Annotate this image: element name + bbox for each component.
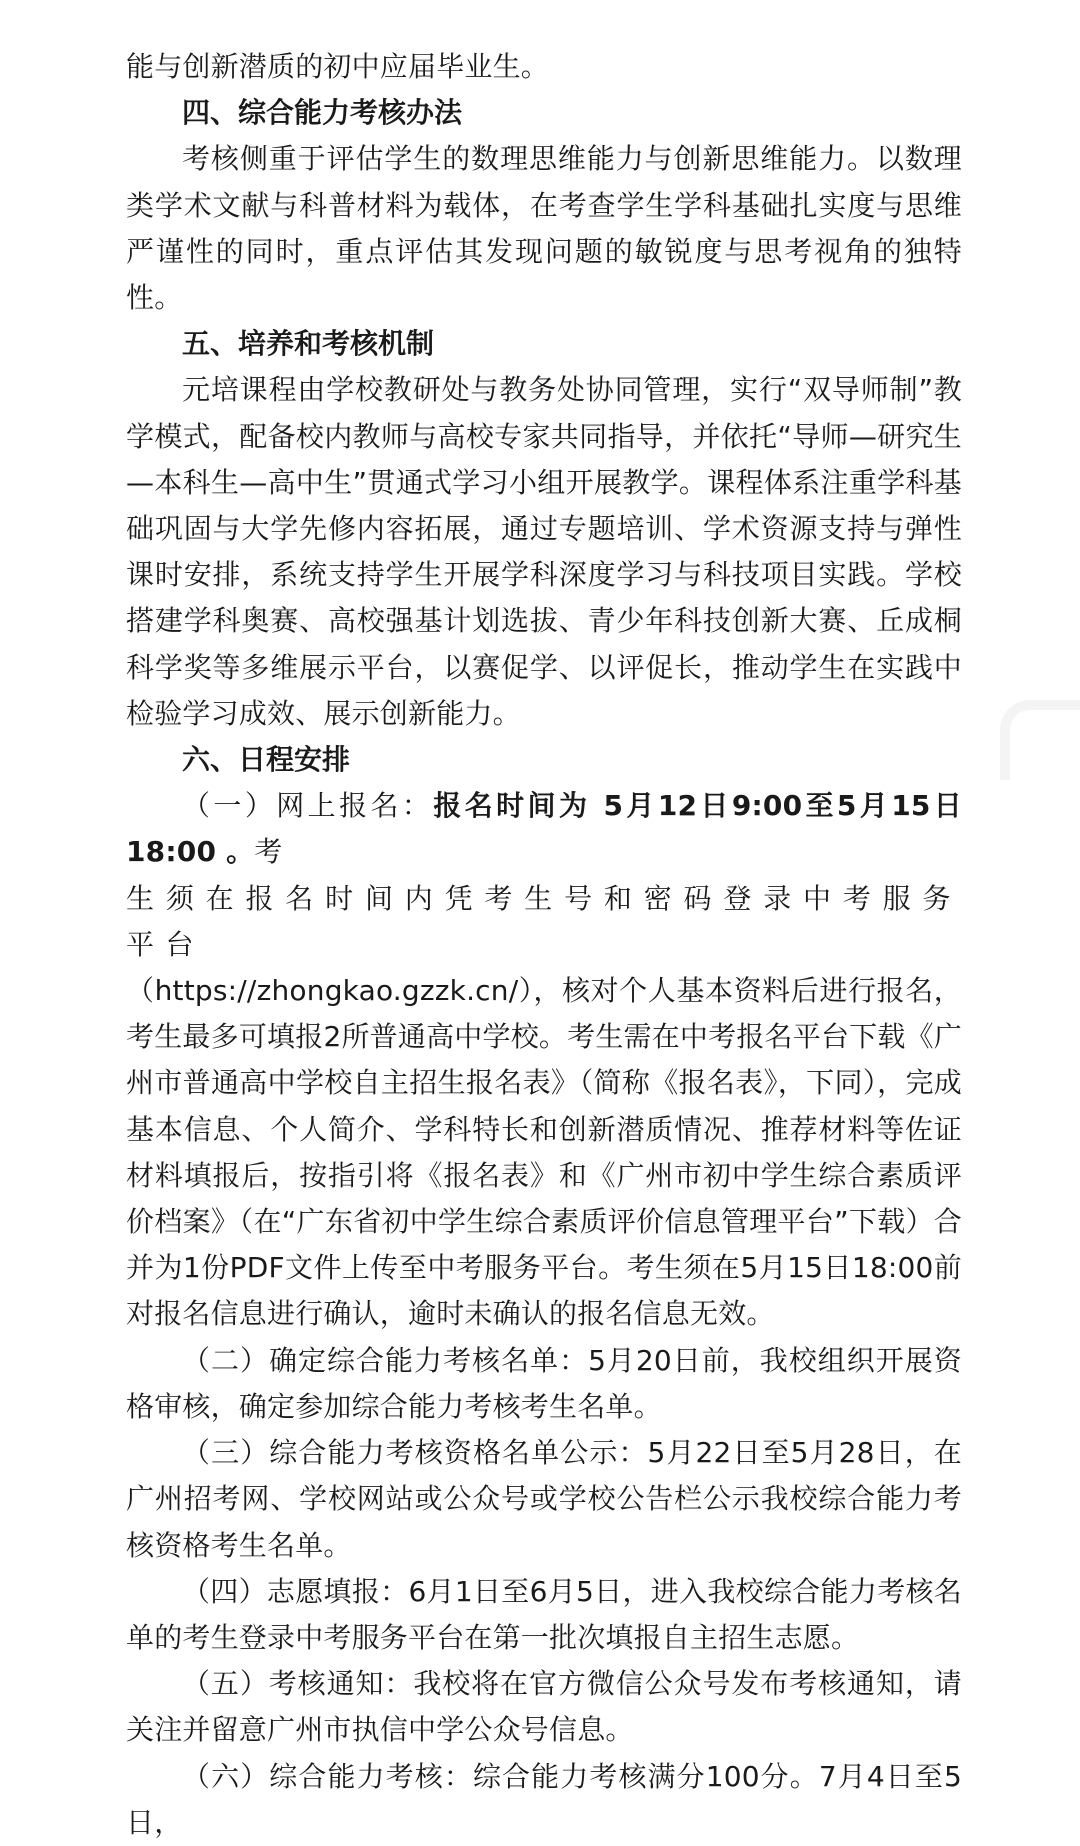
document-page (126, 44, 962, 1846)
registration-after: 考 (254, 835, 283, 869)
registration-details: （https://zhongkao.gzzk.cn/），核对个人基本资料后进行报名，考生最多可填报2所普通高中学校。考生需在中考报名平台下载《广州市普通高中学校自主招生报名表》（简称《报名表》，下同），完成基本信息、个人简介、学科特长和创新潜质情况、推荐材料等佐证材料填报后，按指引将《报名表》和《广州市初中学生综合素质评价档案》（在“广东省初中学生综合素质评价信息管理平台”下载）合并为1份PDF文件上传至中考服务平台。考生须在5月15日18:00前对报名信息进行确认，逾时未确认的报名信息无效。 (126, 974, 962, 1331)
edge-shadow-mark (1000, 700, 1080, 780)
registration-time: 报名时间为 5月12日9:00至5月15日18:00 。 (126, 789, 962, 869)
paragraph-online-registration (126, 783, 962, 1337)
section-heading-4: 四、综合能力考核办法 (182, 96, 463, 130)
paragraph-assessment-notice: （五）考核通知：我校将在官方微信公众号发布考核通知，请关注并留意广州市执信中学公众号信息。 (126, 1667, 962, 1747)
section-heading-5: 五、培养和考核机制 (182, 327, 435, 361)
registration-prefix: （一）网上报名： (182, 789, 434, 823)
paragraph-comprehensive-assessment: （六）综合能力考核：综合能力考核满分100分。7月4日至5日， (126, 1759, 962, 1839)
paragraph-eligibility-end: 能与创新潜质的初中应届毕业生。 (126, 50, 550, 83)
section-heading-6: 六、日程安排 (182, 743, 351, 777)
registration-spaced-line: 生须在报名时间内凭考生号和密码登录中考服务平台 (126, 881, 962, 961)
paragraph-training-mechanism: 元培课程由学校教研处与教务处协同管理，实行“双导师制”教学模式，配备校内教师与高校专家共同指导，并依托“导师—研究生—本科生—高中生”贯通式学习小组开展教学。课程体系注重学科基础巩固与大学先修内容拓展，通过专题培训、学术资源支持与弹性课时安排，系统支持学生开展学科深度学习与科技项目实践。学校搭建学科奥赛、高校强基计划选拔、青少年科技创新大赛、丘成桐科学奖等多维展示平台，以赛促学、以评促长，推动学生在实践中检验学习成效、展示创新能力。 (126, 373, 962, 730)
paragraph-assessment-method: 考核侧重于评估学生的数理思维能力与创新思维能力。以数理类学术文献与科普材料为载体，在考查学生学科基础扎实度与思维严谨性的同时，重点评估其发现问题的敏锐度与思考视角的独特性。 (126, 142, 962, 315)
paragraph-confirm-list: （二）确定综合能力考核名单：5月20日前，我校组织开展资格审核，确定参加综合能力考核考生名单。 (126, 1343, 962, 1423)
paragraph-volunteer-filling: （四）志愿填报：6月1日至6月5日，进入我校综合能力考核名单的考生登录中考服务平台在第一批次填报自主招生志愿。 (126, 1574, 962, 1654)
paragraph-list-publicity: （三）综合能力考核资格名单公示：5月22日至5月28日，在广州招考网、学校网站或公众号或学校公告栏公示我校综合能力考核资格考生名单。 (126, 1436, 962, 1562)
